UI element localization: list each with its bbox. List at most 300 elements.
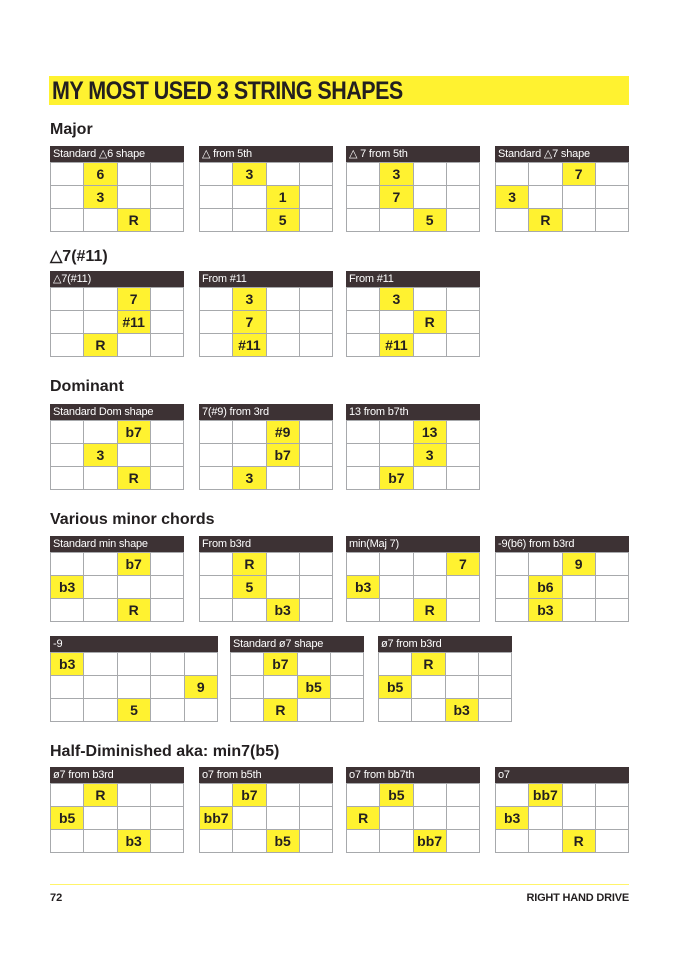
empty-cell (446, 186, 479, 209)
empty-cell (84, 576, 117, 599)
empty-cell (347, 444, 380, 467)
note-cell: 3 (380, 288, 413, 311)
empty-cell (496, 599, 529, 622)
empty-cell (478, 699, 511, 722)
string-row (496, 599, 629, 622)
note-cell: 7 (380, 186, 413, 209)
empty-cell (84, 467, 117, 490)
empty-cell (595, 209, 628, 232)
empty-cell (347, 553, 380, 576)
empty-cell (150, 163, 183, 186)
empty-cell (562, 576, 595, 599)
note-cell: 7 (117, 288, 150, 311)
note-cell: b7 (380, 467, 413, 490)
empty-cell (478, 676, 511, 699)
string-row (51, 830, 184, 853)
note-cell: R (117, 467, 150, 490)
empty-cell (446, 444, 479, 467)
empty-cell (84, 830, 117, 853)
empty-cell (266, 311, 299, 334)
note-cell: R (347, 807, 380, 830)
chord-label: Standard Dom shape (50, 404, 184, 420)
string-row (496, 209, 629, 232)
footer-brand: RIGHT HAND DRIVE (526, 892, 629, 904)
string-row (496, 807, 629, 830)
empty-cell (562, 599, 595, 622)
note-cell: 3 (84, 186, 117, 209)
string-row (379, 653, 512, 676)
empty-cell (200, 163, 233, 186)
empty-cell (529, 553, 562, 576)
empty-cell (200, 599, 233, 622)
empty-cell (299, 334, 332, 357)
empty-cell (299, 209, 332, 232)
empty-cell (150, 467, 183, 490)
note-cell: R (233, 553, 266, 576)
empty-cell (233, 599, 266, 622)
string-row (51, 676, 218, 699)
chord-diagram-7-11-1 (199, 271, 333, 357)
empty-cell (595, 553, 628, 576)
empty-cell (150, 576, 183, 599)
note-cell: 3 (84, 444, 117, 467)
empty-cell (84, 699, 117, 722)
empty-cell (380, 421, 413, 444)
empty-cell (184, 699, 217, 722)
string-row (200, 209, 333, 232)
empty-cell (446, 830, 479, 853)
fretboard-grid (346, 783, 480, 853)
empty-cell (529, 163, 562, 186)
note-cell: R (117, 599, 150, 622)
fretboard-grid (495, 783, 629, 853)
empty-cell (496, 830, 529, 853)
note-cell: b3 (51, 653, 84, 676)
empty-cell (446, 421, 479, 444)
empty-cell (299, 599, 332, 622)
empty-cell (562, 807, 595, 830)
fretboard-grid (346, 162, 480, 232)
empty-cell (413, 553, 446, 576)
chord-label: 7(#9) from 3rd (199, 404, 333, 420)
chord-diagram-various-minor-chords-6 (378, 636, 512, 722)
string-row (347, 421, 480, 444)
chord-diagram-various-minor-chords-4 (50, 636, 218, 722)
chord-diagram-various-minor-chords-2 (346, 536, 480, 622)
note-cell: #9 (266, 421, 299, 444)
empty-cell (264, 676, 297, 699)
note-cell: R (84, 784, 117, 807)
empty-cell (413, 163, 446, 186)
empty-cell (380, 599, 413, 622)
chord-label: min(Maj 7) (346, 536, 480, 552)
empty-cell (150, 334, 183, 357)
note-cell: 5 (117, 699, 150, 722)
empty-cell (51, 163, 84, 186)
section-title: Major (50, 121, 93, 138)
string-row (200, 421, 333, 444)
fretboard-grid (50, 652, 218, 722)
section-title: Dominant (50, 378, 124, 395)
empty-cell (299, 288, 332, 311)
note-cell: 5 (233, 576, 266, 599)
string-row (347, 467, 480, 490)
empty-cell (150, 311, 183, 334)
empty-cell (413, 784, 446, 807)
empty-cell (117, 676, 150, 699)
empty-cell (117, 807, 150, 830)
empty-cell (562, 784, 595, 807)
empty-cell (297, 699, 330, 722)
empty-cell (413, 186, 446, 209)
empty-cell (496, 784, 529, 807)
empty-cell (150, 186, 183, 209)
string-row (200, 553, 333, 576)
empty-cell (330, 699, 363, 722)
empty-cell (299, 576, 332, 599)
chord-diagram-dominant-2 (346, 404, 480, 490)
empty-cell (84, 653, 117, 676)
string-row (200, 311, 333, 334)
chord-label: From #11 (346, 271, 480, 287)
note-cell: b3 (496, 807, 529, 830)
empty-cell (478, 653, 511, 676)
chord-diagram-dominant-1 (199, 404, 333, 490)
empty-cell (200, 311, 233, 334)
string-row (51, 467, 184, 490)
note-cell: b3 (529, 599, 562, 622)
empty-cell (347, 830, 380, 853)
note-cell: b6 (529, 576, 562, 599)
string-row (347, 334, 480, 357)
empty-cell (150, 288, 183, 311)
empty-cell (117, 186, 150, 209)
chord-diagram-various-minor-chords-0 (50, 536, 184, 622)
note-cell: b3 (347, 576, 380, 599)
empty-cell (496, 576, 529, 599)
chord-label: Standard min shape (50, 536, 184, 552)
empty-cell (151, 699, 184, 722)
note-cell: R (413, 311, 446, 334)
note-cell: #11 (117, 311, 150, 334)
note-cell: 7 (446, 553, 479, 576)
empty-cell (299, 421, 332, 444)
empty-cell (184, 653, 217, 676)
empty-cell (200, 186, 233, 209)
string-row (51, 576, 184, 599)
empty-cell (347, 334, 380, 357)
empty-cell (446, 288, 479, 311)
string-row (496, 163, 629, 186)
empty-cell (413, 807, 446, 830)
chord-label: △ 7 from 5th (346, 146, 480, 162)
fretboard-grid (50, 420, 184, 490)
section-title: Half-Diminished aka: min7(b5) (50, 743, 280, 760)
empty-cell (347, 599, 380, 622)
string-row (496, 830, 629, 853)
string-row (347, 288, 480, 311)
empty-cell (529, 186, 562, 209)
string-row (200, 444, 333, 467)
chord-diagram-major-3 (495, 146, 629, 232)
empty-cell (150, 444, 183, 467)
section-title: Various minor chords (50, 511, 215, 528)
fretboard-grid (199, 552, 333, 622)
string-row (51, 186, 184, 209)
chord-diagram-7-11-2 (346, 271, 480, 357)
empty-cell (347, 288, 380, 311)
note-cell: b5 (380, 784, 413, 807)
note-cell: b3 (266, 599, 299, 622)
empty-cell (413, 334, 446, 357)
empty-cell (200, 334, 233, 357)
empty-cell (446, 599, 479, 622)
empty-cell (299, 467, 332, 490)
string-row (347, 784, 480, 807)
note-cell: bb7 (413, 830, 446, 853)
note-cell: b3 (51, 576, 84, 599)
note-cell: 7 (562, 163, 595, 186)
note-cell: #11 (380, 334, 413, 357)
fretboard-grid (495, 552, 629, 622)
empty-cell (200, 421, 233, 444)
empty-cell (347, 421, 380, 444)
empty-cell (151, 676, 184, 699)
empty-cell (84, 421, 117, 444)
string-row (200, 186, 333, 209)
empty-cell (266, 334, 299, 357)
empty-cell (117, 334, 150, 357)
string-row (200, 784, 333, 807)
empty-cell (413, 467, 446, 490)
note-cell: b5 (379, 676, 412, 699)
note-cell: R (84, 334, 117, 357)
empty-cell (595, 830, 628, 853)
empty-cell (299, 163, 332, 186)
empty-cell (200, 288, 233, 311)
empty-cell (347, 467, 380, 490)
empty-cell (330, 676, 363, 699)
note-cell: b5 (51, 807, 84, 830)
note-cell: 3 (233, 288, 266, 311)
empty-cell (51, 467, 84, 490)
string-row (347, 163, 480, 186)
empty-cell (595, 576, 628, 599)
empty-cell (412, 699, 445, 722)
string-row (496, 784, 629, 807)
empty-cell (595, 163, 628, 186)
string-row (496, 576, 629, 599)
empty-cell (445, 653, 478, 676)
string-row (200, 830, 333, 853)
note-cell: 7 (233, 311, 266, 334)
empty-cell (347, 163, 380, 186)
empty-cell (299, 186, 332, 209)
empty-cell (496, 163, 529, 186)
note-cell: R (562, 830, 595, 853)
string-row (347, 599, 480, 622)
page-title: MY MOST USED 3 STRING SHAPES (52, 77, 403, 105)
empty-cell (117, 576, 150, 599)
empty-cell (51, 699, 84, 722)
note-cell: 9 (562, 553, 595, 576)
empty-cell (595, 186, 628, 209)
chord-label: Standard △7 shape (495, 146, 629, 162)
empty-cell (84, 599, 117, 622)
empty-cell (380, 311, 413, 334)
note-cell: R (413, 599, 446, 622)
empty-cell (266, 807, 299, 830)
note-cell: 3 (496, 186, 529, 209)
empty-cell (84, 311, 117, 334)
note-cell: 3 (380, 163, 413, 186)
empty-cell (233, 421, 266, 444)
note-cell: #11 (233, 334, 266, 357)
empty-cell (266, 467, 299, 490)
empty-cell (595, 784, 628, 807)
empty-cell (266, 288, 299, 311)
string-row (200, 807, 333, 830)
empty-cell (150, 784, 183, 807)
string-row (347, 807, 480, 830)
chord-diagram-half-diminished-aka-min7-b5-0 (50, 767, 184, 853)
empty-cell (446, 784, 479, 807)
empty-cell (51, 676, 84, 699)
string-row (51, 163, 184, 186)
fretboard-grid (50, 552, 184, 622)
chord-label: From b3rd (199, 536, 333, 552)
empty-cell (200, 576, 233, 599)
string-row (347, 576, 480, 599)
string-row (347, 209, 480, 232)
empty-cell (150, 209, 183, 232)
empty-cell (446, 467, 479, 490)
empty-cell (51, 830, 84, 853)
empty-cell (446, 334, 479, 357)
empty-cell (446, 311, 479, 334)
fretboard-grid (346, 420, 480, 490)
empty-cell (446, 576, 479, 599)
note-cell: b5 (266, 830, 299, 853)
fretboard-grid (199, 287, 333, 357)
empty-cell (233, 444, 266, 467)
empty-cell (200, 209, 233, 232)
page-title-bar (49, 76, 629, 105)
fretboard-grid (346, 552, 480, 622)
string-row (51, 421, 184, 444)
empty-cell (496, 209, 529, 232)
empty-cell (595, 807, 628, 830)
empty-cell (297, 653, 330, 676)
string-row (51, 288, 184, 311)
note-cell: 9 (184, 676, 217, 699)
note-cell: 13 (413, 421, 446, 444)
fretboard-grid (199, 420, 333, 490)
note-cell: bb7 (200, 807, 233, 830)
string-row (347, 444, 480, 467)
fretboard-grid (199, 783, 333, 853)
note-cell: 5 (266, 209, 299, 232)
empty-cell (379, 653, 412, 676)
empty-cell (330, 653, 363, 676)
empty-cell (347, 311, 380, 334)
note-cell: R (117, 209, 150, 232)
empty-cell (529, 830, 562, 853)
empty-cell (84, 553, 117, 576)
chord-label: Standard ø7 shape (230, 636, 364, 652)
note-cell: 3 (233, 467, 266, 490)
empty-cell (299, 311, 332, 334)
note-cell: b7 (266, 444, 299, 467)
empty-cell (445, 676, 478, 699)
note-cell: R (412, 653, 445, 676)
note-cell: R (264, 699, 297, 722)
empty-cell (150, 553, 183, 576)
chord-label: From #11 (199, 271, 333, 287)
fretboard-grid (378, 652, 512, 722)
chord-diagram-half-diminished-aka-min7-b5-2 (346, 767, 480, 853)
empty-cell (231, 699, 264, 722)
empty-cell (299, 784, 332, 807)
chord-diagram-major-1 (199, 146, 333, 232)
empty-cell (84, 209, 117, 232)
empty-cell (266, 784, 299, 807)
empty-cell (117, 163, 150, 186)
note-cell: b3 (445, 699, 478, 722)
string-row (51, 807, 184, 830)
empty-cell (51, 209, 84, 232)
empty-cell (380, 807, 413, 830)
empty-cell (266, 553, 299, 576)
empty-cell (51, 334, 84, 357)
fretboard-grid (495, 162, 629, 232)
empty-cell (84, 288, 117, 311)
chord-diagram-various-minor-chords-5 (230, 636, 364, 722)
note-cell: 3 (413, 444, 446, 467)
empty-cell (150, 421, 183, 444)
string-row (200, 467, 333, 490)
empty-cell (51, 444, 84, 467)
string-row (51, 653, 218, 676)
empty-cell (299, 807, 332, 830)
empty-cell (380, 444, 413, 467)
chord-label: o7 (495, 767, 629, 783)
empty-cell (562, 186, 595, 209)
fretboard-grid (346, 287, 480, 357)
chord-label: △7(#11) (50, 271, 184, 287)
string-row (51, 699, 218, 722)
note-cell: R (529, 209, 562, 232)
empty-cell (446, 163, 479, 186)
empty-cell (231, 653, 264, 676)
string-row (231, 699, 364, 722)
string-row (51, 599, 184, 622)
fretboard-grid (199, 162, 333, 232)
empty-cell (446, 209, 479, 232)
empty-cell (347, 784, 380, 807)
chord-diagram-half-diminished-aka-min7-b5-3 (495, 767, 629, 853)
empty-cell (529, 807, 562, 830)
empty-cell (413, 288, 446, 311)
note-cell: b3 (117, 830, 150, 853)
string-row (51, 311, 184, 334)
string-row (496, 553, 629, 576)
string-row (347, 186, 480, 209)
note-cell: b7 (233, 784, 266, 807)
empty-cell (117, 444, 150, 467)
empty-cell (200, 553, 233, 576)
empty-cell (51, 186, 84, 209)
